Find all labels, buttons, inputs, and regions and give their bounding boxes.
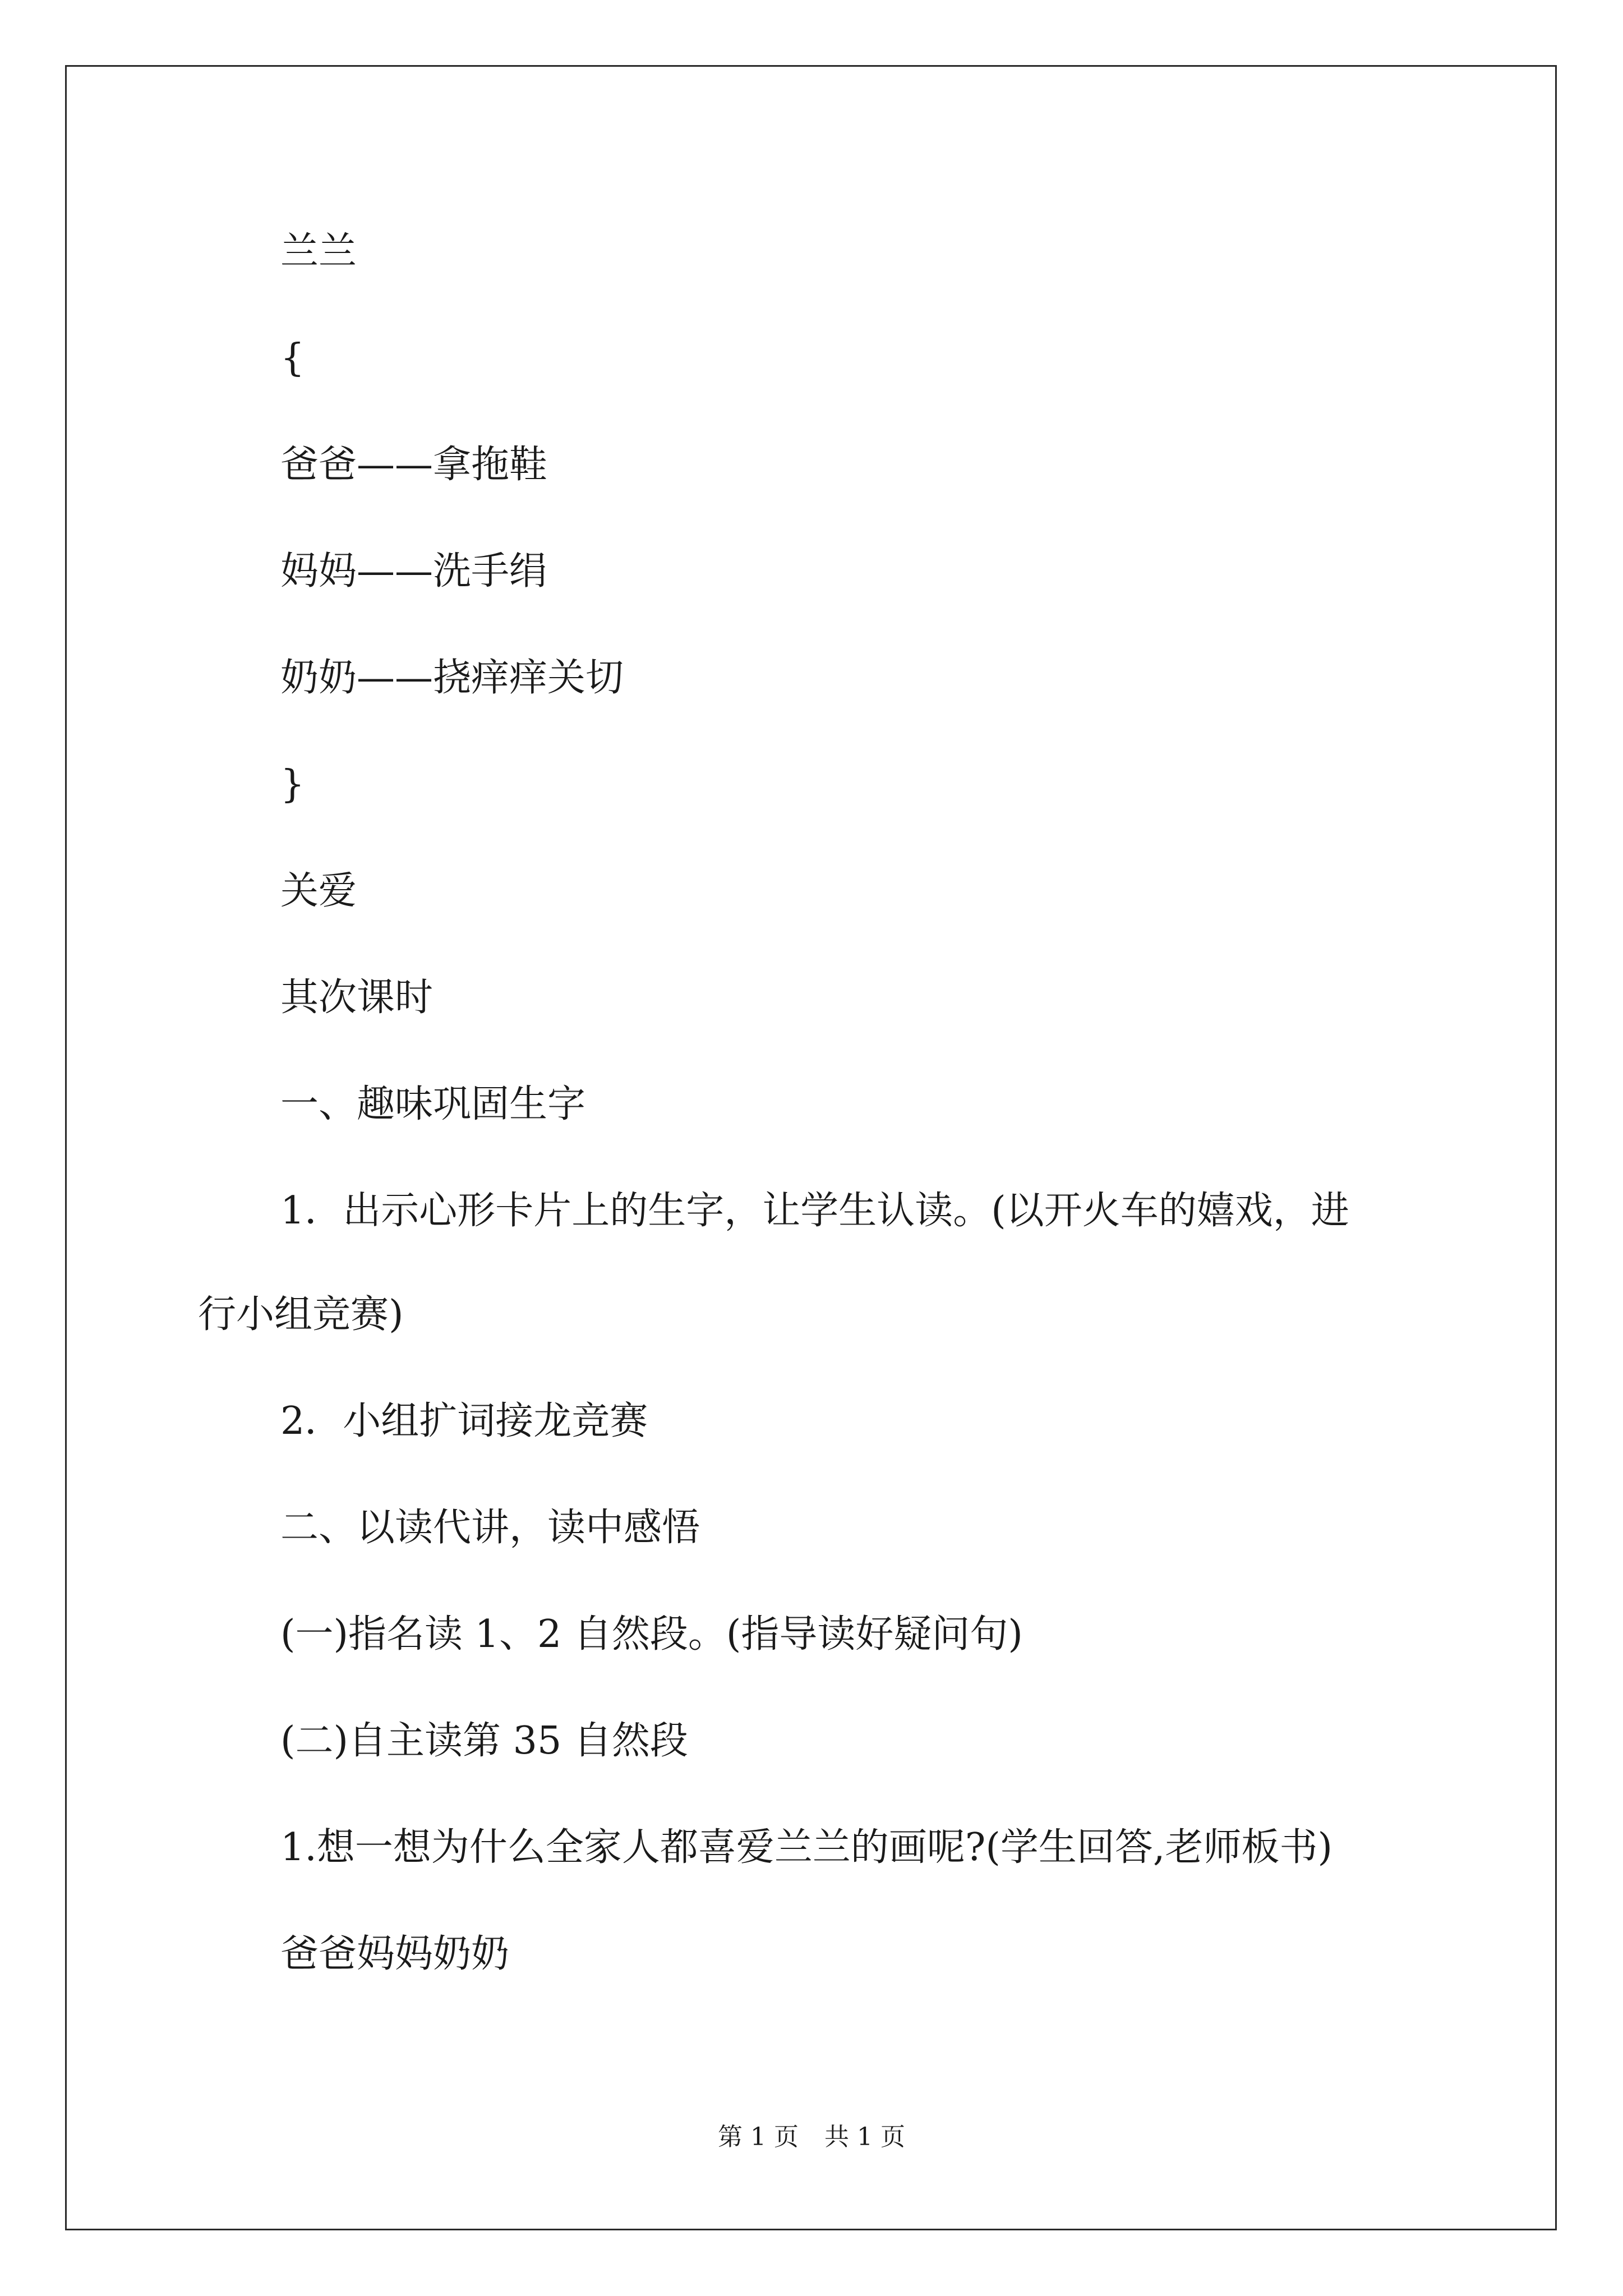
section-heading-second-lesson: 其次课时: [280, 976, 434, 1020]
page-number-total: 共 1 页: [824, 2123, 905, 2151]
section-heading-two: 二、以读代讲，读中感悟: [280, 1506, 700, 1550]
text-line-open-brace: {: [280, 336, 305, 380]
paragraph-item-2: 2．小组扩词接龙竞赛: [280, 1399, 648, 1443]
text-line-care: 关爱: [280, 869, 357, 913]
text-line-grandma: 奶奶——挠痒痒关切: [280, 656, 624, 700]
text-line-close-brace: }: [280, 762, 305, 807]
text-line-mom: 妈妈——洗手绢: [280, 549, 548, 593]
text-line-lanlan: 兰兰: [280, 229, 357, 274]
page-border: [65, 65, 1557, 2230]
page-number-current: 第 1 页: [718, 2123, 799, 2151]
section-heading-one: 一、趣味巩固生字: [280, 1082, 586, 1126]
text-line-dad: 爸爸——拿拖鞋: [280, 443, 548, 487]
paragraph-item-1-continued: 行小组竞赛): [198, 1292, 404, 1337]
text-line-family: 爸爸妈妈奶奶: [280, 1932, 510, 1976]
page-footer: [0, 2125, 1623, 2150]
paragraph-subitem-1: (一)指名读 1、2 自然段。(指导读好疑问句): [280, 1612, 1023, 1657]
paragraph-item-1: 1．出示心形卡片上的生字，让学生认读。(以开火车的嬉戏，进: [280, 1189, 1349, 1233]
paragraph-question: 1.想一想为什么全家人都喜爱兰兰的画呢?(学生回答,老师板书): [280, 1825, 1333, 1870]
paragraph-subitem-2: (二)自主读第 35 自然段: [280, 1719, 688, 1763]
